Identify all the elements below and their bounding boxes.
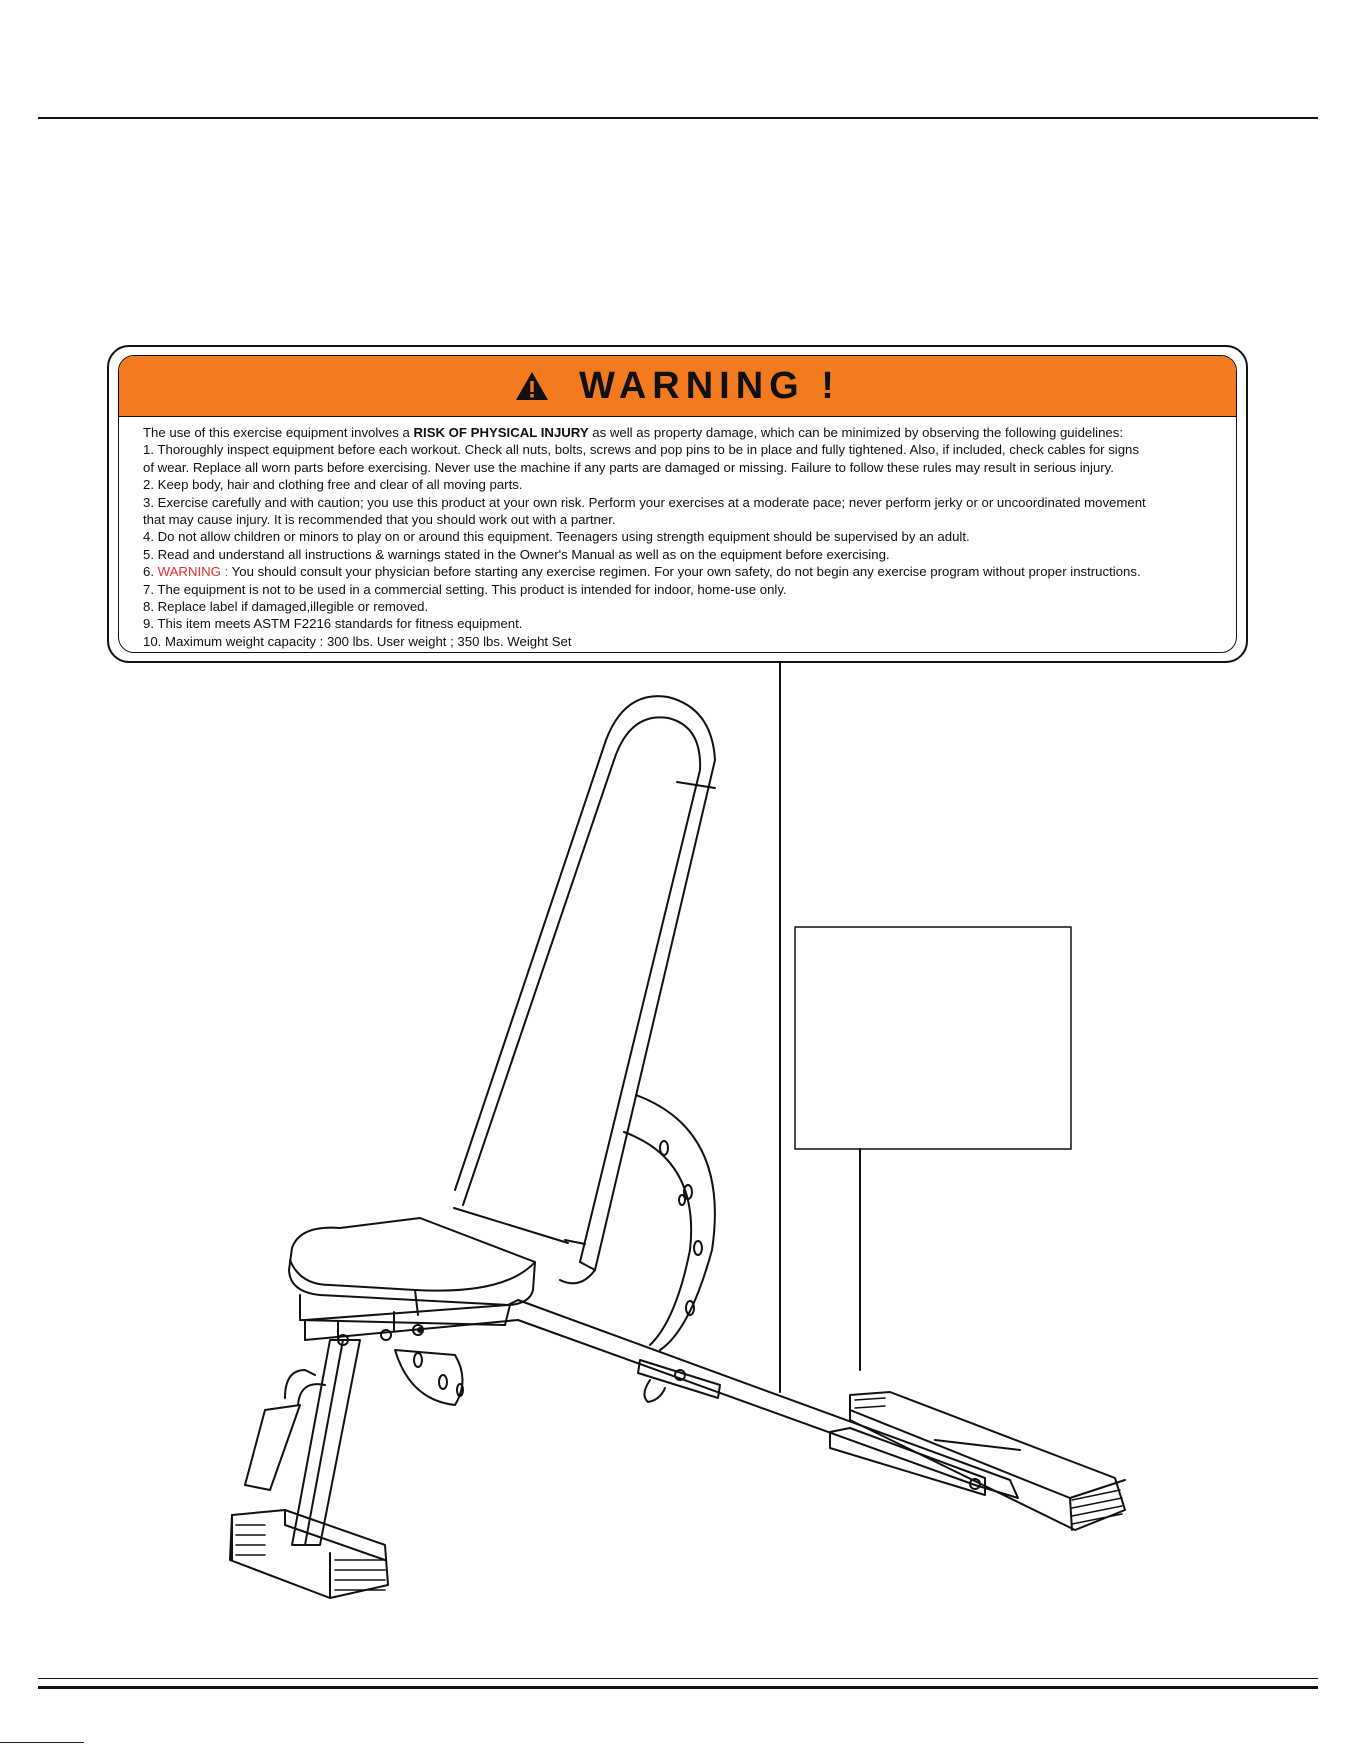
risk-emphasis: RISK OF PHYSICAL INJURY	[413, 425, 589, 440]
guideline-8: 8. Replace label if damaged,illegible or removed.	[143, 599, 429, 615]
guideline-3b: that may cause injury. It is recommended that you should work out with a partner.	[143, 512, 616, 528]
adjustment-pin	[638, 1360, 720, 1402]
guideline-6-warning: WARNING :	[157, 564, 232, 580]
guideline-5: 5. Read and understand all instructions & warnings stated in the Owner's Manual as well as on the equipment before exercising.	[143, 546, 890, 562]
seat-pad	[289, 1218, 535, 1325]
guideline-6-number: 6.	[143, 564, 158, 580]
footer-rule-thin	[38, 1678, 1318, 1679]
footer-mark	[0, 1742, 84, 1743]
guideline-10: 10. Maximum weight capacity : 300 lbs. User weight ; 350 lbs. Weight Set	[143, 633, 572, 649]
adjustment-plate	[624, 1095, 715, 1350]
front-leg	[245, 1340, 360, 1545]
rear-foot-cap	[855, 1398, 1122, 1524]
guideline-3a: 3. Exercise carefully and with caution; you use this product at your own risk. Perform your exercises at a moderate pace; never perform jerky or or uncoordinated movement	[143, 494, 1146, 510]
guideline-6-text: You should consult your physician before starting any exercise regimen. For your own safety, do not begin any exercise program without proper instructions.	[231, 564, 1141, 580]
guideline-1a: 1. Thoroughly inspect equipment before each workout. Check all nuts, bolts, screws and pop pins to be in place and fully tightened. Also, if included, check cables for signs	[143, 442, 1139, 458]
guideline-9: 9. This item meets ASTM F2216 standards for fitness equipment.	[143, 616, 523, 632]
label-placement-box	[795, 927, 1071, 1149]
seat-bracket	[395, 1350, 463, 1405]
rear-foot-stabilizer	[830, 1392, 1125, 1530]
guideline-7: 7. The equipment is not to be used in a commercial setting. This product is intended for indoor, home-use only.	[143, 581, 787, 597]
intro-text: The use of this exercise equipment involves a	[143, 425, 414, 440]
guideline-1b: of wear. Replace all worn parts before exercising. Never use the machine if any parts are damaged or missing. Failure to follow these rules may result in serious injury.	[143, 459, 1114, 475]
backrest-pad	[454, 696, 715, 1283]
guideline-2: 2. Keep body, hair and clothing free and clear of all moving parts.	[143, 477, 523, 493]
guideline-4: 4. Do not allow children or minors to play on or around this equipment. Teenagers using strength equipment should be supervised by an adult.	[143, 529, 970, 545]
intro-text-end: as well as property damage, which can be minimized by observing the following guidelines:	[588, 425, 1124, 440]
leg-roller-pad	[245, 1405, 300, 1490]
warning-title-text: WARNING !	[579, 364, 840, 407]
footer-rule-thick	[38, 1686, 1318, 1689]
